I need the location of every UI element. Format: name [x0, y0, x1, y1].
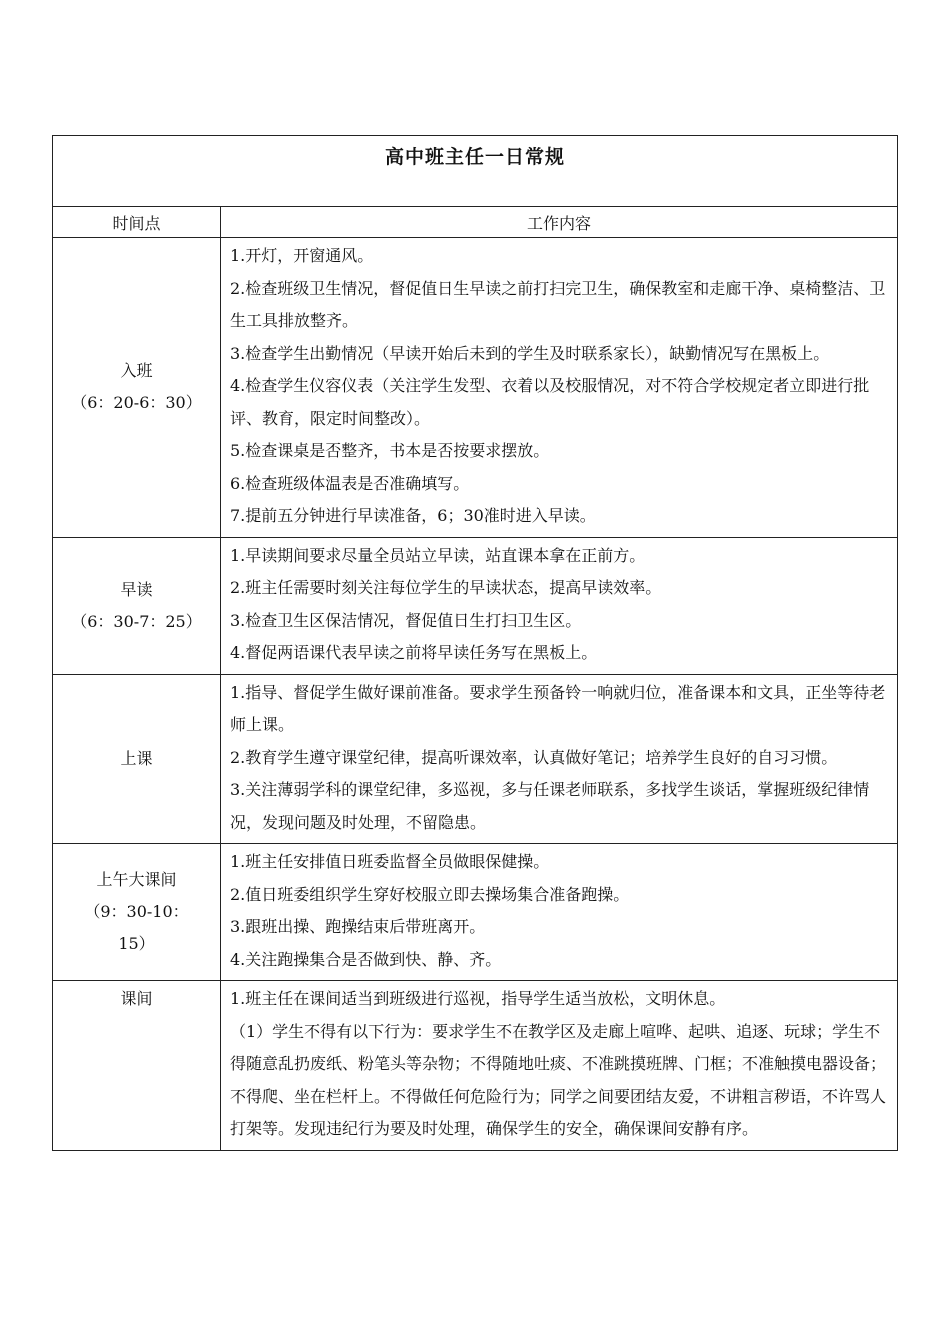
- list-item: 3.检查学生出勤情况（早读开始后未到的学生及时联系家长），缺勤情况写在黑板上。: [230, 343, 830, 363]
- document-title: 高中班主任一日常规: [384, 146, 565, 168]
- list-item: 5.检查课桌是否整齐，书本是否按要求摆放。: [230, 441, 550, 460]
- table-row: [53, 981, 898, 1151]
- title-row: [53, 136, 898, 207]
- list-item: 7.提前五分钟进行早读准备，6；30准时进入早读。: [230, 506, 596, 525]
- time-cell: [53, 981, 221, 1151]
- time-label: 上课: [120, 748, 153, 768]
- list-item: 1.开灯，开窗通风。: [230, 246, 374, 265]
- time-label: 早读: [120, 579, 153, 599]
- list-item: 1.班主任安排值日班委监督全员做眼保健操。: [230, 852, 550, 871]
- time-label: 课间: [120, 989, 153, 1008]
- list-item: 1.班主任在课间适当到班级进行巡视，指导学生适当放松，文明休息。: [230, 989, 726, 1008]
- table-row: [53, 537, 898, 674]
- list-item: 2.值日班委组织学生穿好校服立即去操场集合准备跑操。: [230, 884, 630, 904]
- list-item: 3.关注薄弱学科的课堂纪律，多巡视，多与任课老师联系，多找学生谈话，掌握班级纪律情况，发现问题及时处理，不留隐患。: [230, 780, 870, 832]
- time-cell: [53, 844, 221, 981]
- list-item: 2.班主任需要时刻关注每位学生的早读状态，提高早读效率。: [230, 578, 662, 597]
- list-item: 3.跟班出操、跑操结束后带班离开。: [230, 917, 486, 936]
- list-item: 3.检查卫生区保洁情况，督促值日生打扫卫生区。: [230, 610, 582, 630]
- content-cell: [221, 981, 898, 1151]
- table-row: [53, 674, 898, 844]
- routine-table: [52, 135, 898, 1151]
- time-range-cont: 15）: [118, 934, 155, 953]
- list-item: 1.早读期间要求尽量全员站立早读，站直课本拿在正前方。: [230, 545, 646, 565]
- content-cell: [221, 238, 898, 538]
- header-time: 时间点: [53, 207, 221, 238]
- time-label: 入班: [120, 361, 153, 381]
- list-item: 4.关注跑操集合是否做到快、静、齐。: [230, 949, 502, 969]
- list-item: 6.检查班级体温表是否准确填写。: [230, 473, 470, 493]
- time-range: （9：30-10：: [84, 902, 189, 921]
- list-item: 2.检查班级卫生情况，督促值日生早读之前打扫完卫生，确保教室和走廊干净、桌椅整洁、卫生工具排放整齐。: [230, 278, 886, 330]
- time-range: （6：30-7：25）: [71, 611, 202, 631]
- list-item: 1.指导、督促学生做好课前准备。要求学生预备铃一响就归位，准备课本和文具，正坐等待老师上课。: [230, 682, 886, 734]
- time-cell: [53, 537, 221, 674]
- time-cell: [53, 674, 221, 844]
- content-cell: [221, 537, 898, 674]
- list-item: 4.督促两语课代表早读之前将早读任务写在黑板上。: [230, 643, 598, 662]
- title-cell: [53, 136, 898, 207]
- list-item: 4.检查学生仪容仪表（关注学生发型、衣着以及校服情况，对不符合学校规定者立即进行批评、教育，限定时间整改）。: [230, 376, 870, 428]
- table-row: [53, 238, 898, 538]
- header-row: [53, 207, 898, 238]
- list-item: （1）学生不得有以下行为：要求学生不在教学区及走廊上喧哗、起哄、追逐、玩球；学生不得随意乱扔废纸、粉笔头等杂物；不得随地吐痰、不准跳摸班牌、门框；不准触摸电器设备；不得爬、坐在栏杆上。不得做任何危险行为；同学之间要团结友爱，不讲粗言秽语，不许骂人打架等。发现违纪行为要及时处理，确保学生的安全，确保课间安静有序。: [230, 1021, 887, 1138]
- time-range: （6：20-6：30）: [71, 393, 202, 413]
- table-row: [53, 844, 898, 981]
- header-content: 工作内容: [221, 207, 898, 238]
- content-cell: [221, 844, 898, 981]
- list-item: 2.教育学生遵守课堂纪律，提高听课效率，认真做好笔记；培养学生良好的自习习惯。: [230, 747, 838, 767]
- time-label: 上午大课间: [96, 870, 177, 889]
- time-cell: [53, 238, 221, 538]
- content-cell: [221, 674, 898, 844]
